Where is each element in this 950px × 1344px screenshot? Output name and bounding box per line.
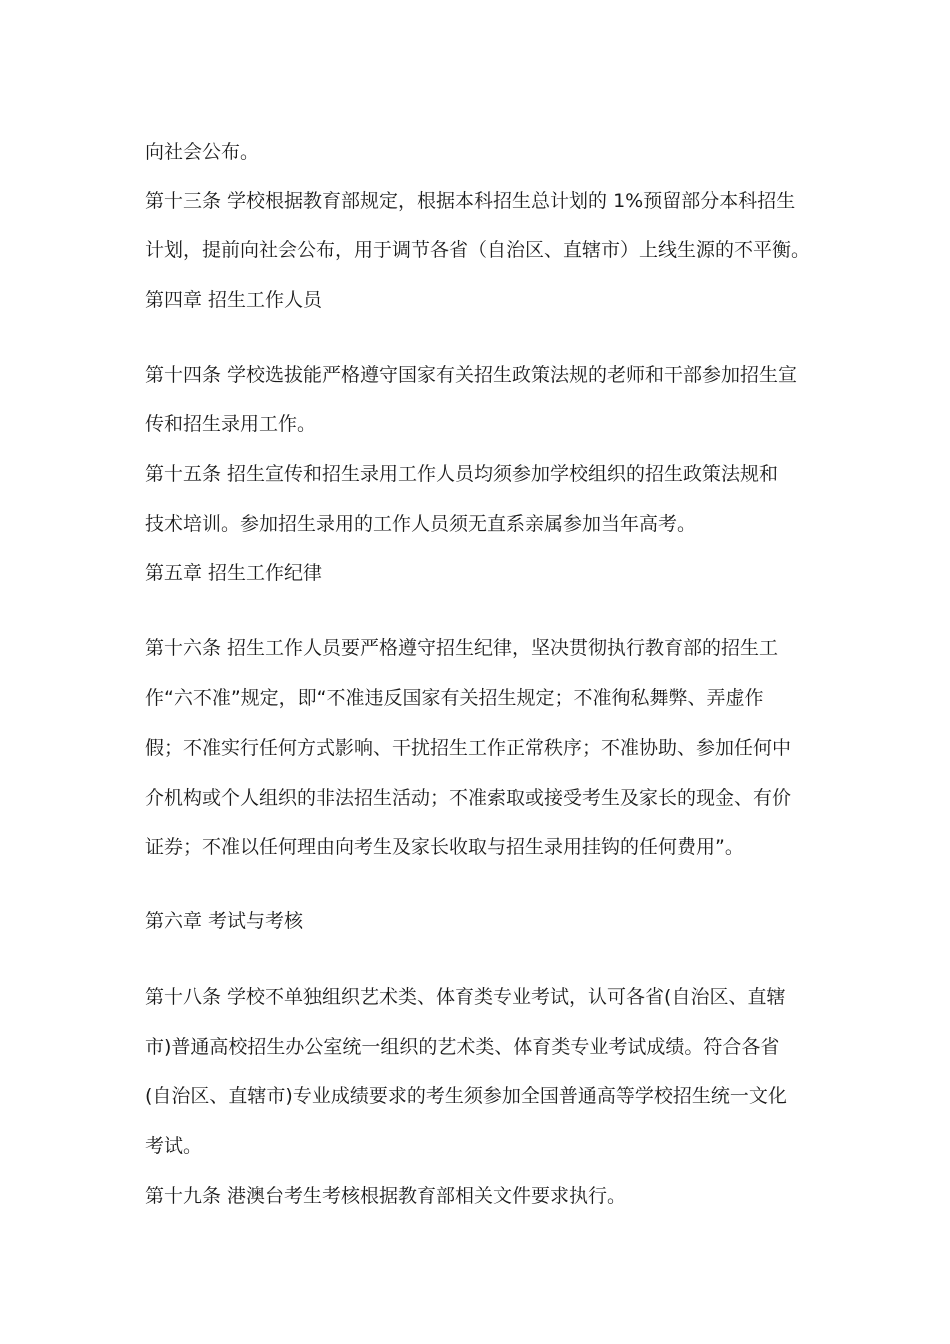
article-16-line-1: 第十六条 招生工作人员要严格遵守招生纪律，坚决贯彻执行教育部的招生工 xyxy=(145,637,779,659)
article-18-line-1: 第十八条 学校不单独组织艺术类、体育类专业考试，认可各省(自治区、直辖 xyxy=(145,986,786,1008)
chapter-4-heading: 第四章 招生工作人员 xyxy=(145,289,323,311)
article-13-line-2: 计划，提前向社会公布，用于调节各省（自治区、直辖市）上线生源的不平衡。 xyxy=(145,239,811,261)
article-18-line-2: 市)普通高校招生办公室统一组织的艺术类、体育类专业考试成绩。符合各省 xyxy=(145,1036,780,1058)
chapter-6-heading: 第六章 考试与考核 xyxy=(145,910,304,932)
article-16-line-4: 介机构或个人组织的非法招生活动；不准索取或接受考生及家长的现金、有价 xyxy=(145,787,792,809)
article-16-line-3: 假；不准实行任何方式影响、干扰招生工作正常秩序；不准协助、参加任何中 xyxy=(145,737,792,759)
article-13-line-1: 第十三条 学校根据教育部规定，根据本科招生总计划的 1%预留部分本科招生 xyxy=(145,190,796,212)
text-line: 向社会公布。 xyxy=(145,141,260,163)
chapter-5-heading: 第五章 招生工作纪律 xyxy=(145,562,323,584)
article-15-line-1: 第十五条 招生宣传和招生录用工作人员均须参加学校组织的招生政策法规和 xyxy=(145,463,779,485)
article-18-line-4: 考试。 xyxy=(145,1135,203,1157)
article-14-line-2: 传和招生录用工作。 xyxy=(145,413,317,435)
article-16-line-5: 证券；不准以任何理由向考生及家长收取与招生录用挂钩的任何费用”。 xyxy=(145,836,744,858)
article-18-line-3: (自治区、直辖市)专业成绩要求的考生须参加全国普通高等学校招生统一文化 xyxy=(145,1085,787,1107)
article-14-line-1: 第十四条 学校选拔能严格遵守国家有关招生政策法规的老师和干部参加招生宣 xyxy=(145,364,798,386)
article-16-line-2: 作“六不准”规定，即“不准违反国家有关招生规定；不准徇私舞弊、弄虚作 xyxy=(145,687,764,709)
article-15-line-2: 技术培训。参加招生录用的工作人员须无直系亲属参加当年高考。 xyxy=(145,513,697,535)
article-19-line-1: 第十九条 港澳台考生考核根据教育部相关文件要求执行。 xyxy=(145,1185,627,1207)
